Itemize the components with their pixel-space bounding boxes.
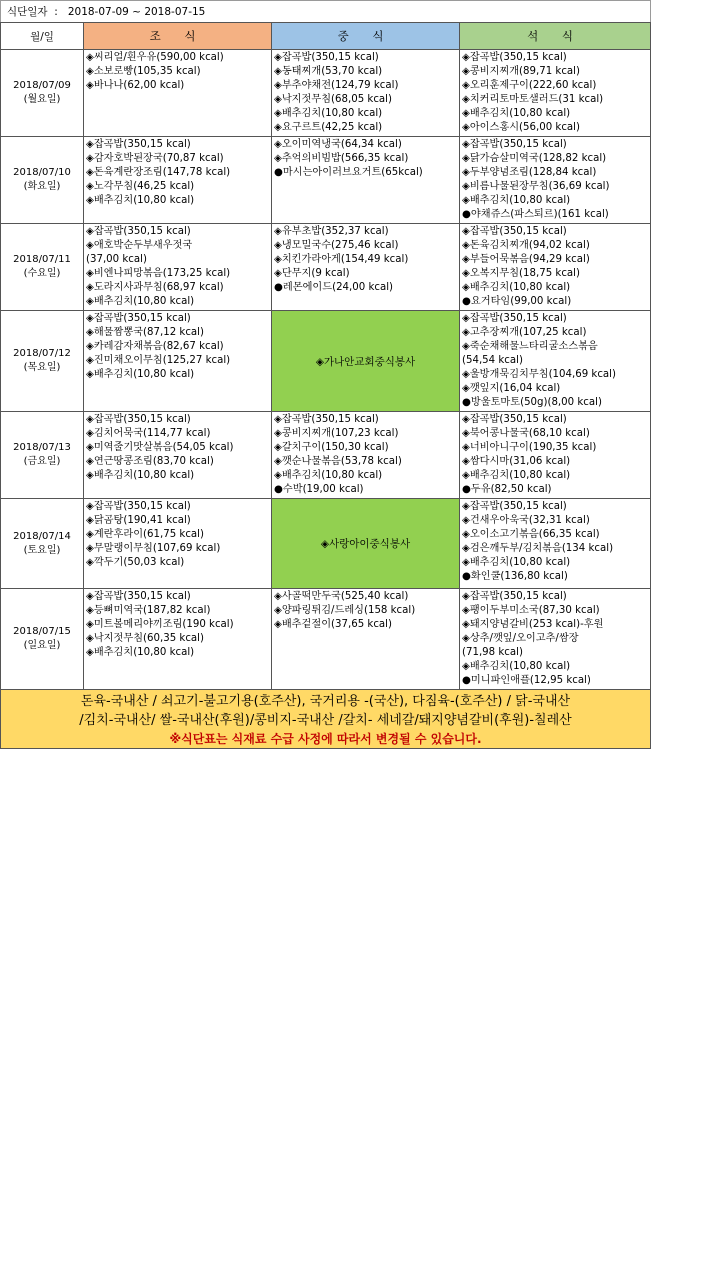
- menu-item: ◈배추김치(10,80 kcal): [86, 470, 195, 481]
- dinner-cell: [460, 589, 651, 690]
- menu-item: ◈카레감자채볶음(82,67 kcal): [86, 341, 224, 352]
- menu-item: ◈연근땅콩조림(83,70 kcal): [86, 456, 214, 467]
- menu-item: ◈배추김치(10,80 kcal): [86, 195, 195, 206]
- volunteer-note: ◈가나안교회중식봉사: [315, 355, 416, 368]
- menu-item: ◈잡곡밥(350,15 kcal): [462, 414, 567, 425]
- menu-item: ◈진미채오이무침(125,27 kcal): [86, 355, 231, 366]
- menu-item: ◈낙지젓무침(60,35 kcal): [86, 633, 204, 644]
- menu-item: ◈배추김치(10,80 kcal): [462, 661, 571, 672]
- menu-item: ◈등뼈미역국(187,82 kcal): [86, 605, 211, 616]
- change-notice: ※식단표는 식재료 수급 사정에 따라서 변경될 수 있습니다.: [169, 732, 482, 746]
- menu-item: ◈오이미역냉국(64,34 kcal): [274, 139, 402, 150]
- menu-item: ◈추억의비빔밥(566,35 kcal): [274, 153, 409, 164]
- breakfast-cell: [84, 50, 272, 137]
- menu-item: ◈잡곡밥(350,15 kcal): [86, 591, 191, 602]
- menu-item: ◈사골떡만두국(525,40 kcal): [274, 591, 409, 602]
- menu-item: ◈미역줄기맛살볶음(54,05 kcal): [86, 442, 234, 453]
- menu-item: ◈잡곡밥(350,15 kcal): [274, 52, 379, 63]
- menu-item: ◈부추야채전(124,79 kcal): [274, 80, 399, 91]
- day-row: [1, 412, 651, 499]
- menu-item: ◈울방개묵김치무침(104,69 kcal): [462, 369, 616, 380]
- menu-item: ◈도라지사과무침(68,97 kcal): [86, 282, 224, 293]
- menu-item: ◈배추김치(10,80 kcal): [274, 108, 383, 119]
- dinner-cell: [460, 311, 651, 412]
- date-cell: [1, 137, 84, 224]
- menu-item: ◈잡곡밥(350,15 kcal): [462, 313, 567, 324]
- menu-item: ●야채쥬스(파스퇴르)(161 kcal): [462, 209, 609, 220]
- menu-item: ◈오이소고기볶음(66,35 kcal): [462, 529, 600, 540]
- menu-item: ◈깻순나물볶음(53,78 kcal): [274, 456, 402, 467]
- menu-item: ◈고추장찌개(107,25 kcal): [462, 327, 587, 338]
- origin-line-1: 돈육-국내산 / 쇠고기-불고기용(호주산), 국거리용 -(국산), 다짐육-(호주산) / 닭-국내산: [80, 694, 571, 709]
- menu-item: ◈너비아니구이(190,35 kcal): [462, 442, 597, 453]
- menu-item: ◈부들어묵볶음(94,29 kcal): [462, 254, 590, 265]
- menu-item: ◈깍두기(50,03 kcal): [86, 557, 185, 568]
- volunteer-note: ◈사랑아이중식봉사: [320, 538, 411, 550]
- dinner-column-header: 석 식: [460, 23, 651, 50]
- menu-item: ◈비름나물된장무침(36,69 kcal): [462, 181, 610, 192]
- menu-item: ◈양파링튀김/드레싱(158 kcal): [274, 605, 416, 616]
- dinner-cell: [460, 412, 651, 499]
- menu-item: ◈계란후라이(61,75 kcal): [86, 529, 204, 540]
- weekday-value: (월요일): [23, 94, 61, 105]
- menu-item: ◈김치어묵국(114,77 kcal): [86, 428, 211, 439]
- day-row: [1, 311, 651, 412]
- menu-item: ◈오복지무침(18,75 kcal): [462, 268, 580, 279]
- menu-item: ◈검은깨두부/김치볶음(134 kcal): [462, 543, 614, 554]
- breakfast-cell: [84, 499, 272, 589]
- lunch-cell: [272, 589, 460, 690]
- lunch-cell: [272, 224, 460, 311]
- menu-item: ●두유(82,50 kcal): [462, 484, 552, 495]
- menu-item: ◈죽순채해물느타리굴소스볶음: [462, 341, 598, 352]
- menu-item: ◈잡곡밥(350,15 kcal): [86, 501, 191, 512]
- menu-item: ◈배추김치(10,80 kcal): [462, 282, 571, 293]
- menu-item: (54,54 kcal): [462, 355, 523, 366]
- period-value: 2018-07-09 ~ 2018-07-15: [67, 6, 206, 18]
- origin-footer: [0, 690, 651, 749]
- menu-item: ◈닭곰탕(190,41 kcal): [86, 515, 191, 526]
- weekday-value: (수요일): [23, 268, 61, 279]
- weekday-value: (토요일): [23, 544, 61, 556]
- date-value: 2018/07/11: [13, 254, 71, 265]
- menu-item: ◈잡곡밥(350,15 kcal): [86, 139, 191, 150]
- menu-item: ◈감자호박된장국(70,87 kcal): [86, 153, 224, 164]
- date-cell: [1, 311, 84, 412]
- menu-item: ◈소보로빵(105,35 kcal): [86, 66, 201, 77]
- menu-item: ●수박(19,00 kcal): [274, 484, 364, 495]
- menu-item: ◈배추김치(10,80 kcal): [462, 470, 571, 481]
- menu-item: ◈콩비지찌개(107,23 kcal): [274, 428, 399, 439]
- date-value: 2018/07/14: [13, 530, 71, 542]
- menu-item: ◈무말랭이무침(107,69 kcal): [86, 543, 221, 554]
- menu-item: ◈배추김치(10,80 kcal): [462, 557, 571, 568]
- date-cell: [1, 50, 84, 137]
- menu-item: ◈요구르트(42,25 kcal): [274, 122, 383, 133]
- date-value: 2018/07/10: [13, 167, 71, 178]
- menu-item: ◈치커리토마토샐러드(31 kcal): [462, 94, 604, 105]
- menu-item: ◈콩비지찌개(89,71 kcal): [462, 66, 580, 77]
- breakfast-cell: [84, 137, 272, 224]
- menu-item: ◈잡곡밥(350,15 kcal): [462, 591, 567, 602]
- menu-item: ◈돈육계란장조림(147,78 kcal): [86, 167, 231, 178]
- menu-item: ◈잡곡밥(350,15 kcal): [86, 226, 191, 237]
- menu-item: ◈배추김치(10,80 kcal): [462, 195, 571, 206]
- menu-item: ◈돼지양념갈비(253 kcal)-후원: [462, 619, 604, 630]
- menu-item: ◈잡곡밥(350,15 kcal): [462, 52, 567, 63]
- menu-item: ●마시는아이러브요거트(65kcal): [274, 167, 423, 178]
- menu-item: ◈애호박순두부새우젓국: [86, 240, 193, 251]
- menu-item: ◈쌈다시마(31,06 kcal): [462, 456, 571, 467]
- menu-item: ◈상추/깻잎/오이고추/쌈장: [462, 633, 579, 644]
- menu-item: ●미니파인애플(12,95 kcal): [462, 675, 591, 686]
- weekday-value: (화요일): [23, 181, 61, 192]
- date-value: 2018/07/12: [13, 348, 71, 359]
- day-row: [1, 224, 651, 311]
- menu-item: ◈씨리얼/흰우유(590,00 kcal): [86, 52, 224, 63]
- menu-item: ●레몬에이드(24,00 kcal): [274, 282, 394, 293]
- origin-line-2: /김치-국내산/ 쌀-국내산(후원)/콩비지-국내산 /갈치- 세네갈/돼지양념갈비(후원)-칠레산: [79, 713, 572, 728]
- weekday-value: (목요일): [23, 362, 61, 373]
- breakfast-cell: [84, 224, 272, 311]
- menu-item: (71,98 kcal): [462, 647, 523, 658]
- menu-item: ◈오리훈제구이(222,60 kcal): [462, 80, 597, 91]
- date-cell: [1, 224, 84, 311]
- lunch-cell: [272, 137, 460, 224]
- date-cell: [1, 412, 84, 499]
- period-label: 식단일자: [7, 6, 48, 18]
- meal-table-body: [1, 50, 651, 690]
- menu-item: ●요거타임(99,00 kcal): [462, 296, 572, 307]
- date-cell: [1, 499, 84, 589]
- menu-item: ◈배추김치(10,80 kcal): [86, 296, 195, 307]
- menu-item: ◈배추김치(10,80 kcal): [462, 108, 571, 119]
- menu-item: ◈북어콩나물국(68,10 kcal): [462, 428, 590, 439]
- lunch-cell: [272, 50, 460, 137]
- menu-item: ◈잡곡밥(350,15 kcal): [86, 414, 191, 425]
- menu-item: (37,00 kcal): [86, 254, 147, 265]
- menu-item: ◈노각무침(46,25 kcal): [86, 181, 195, 192]
- date-value: 2018/07/09: [13, 80, 71, 91]
- menu-item: ◈갈치구이(150,30 kcal): [274, 442, 389, 453]
- menu-item: ◈잡곡밥(350,15 kcal): [462, 226, 567, 237]
- day-row: [1, 499, 651, 589]
- weekday-value: (일요일): [23, 640, 61, 651]
- menu-item: ◈미트볼메리야끼조림(190 kcal): [86, 619, 234, 630]
- menu-item: ◈아이스홍시(56,00 kcal): [462, 122, 580, 133]
- menu-item: ◈잡곡밥(350,15 kcal): [462, 501, 567, 512]
- breakfast-cell: [84, 311, 272, 412]
- menu-item: ◈해물짬뽕국(87,12 kcal): [86, 327, 204, 338]
- column-header-row: [1, 23, 651, 50]
- menu-item: ◈배추김치(10,80 kcal): [86, 369, 195, 380]
- dinner-cell: [460, 50, 651, 137]
- menu-item: ◈낙지젓무침(68,05 kcal): [274, 94, 392, 105]
- menu-item: ◈비엔나피망볶음(173,25 kcal): [86, 268, 231, 279]
- dinner-cell: [460, 224, 651, 311]
- menu-item: ◈유부초밥(352,37 kcal): [274, 226, 389, 237]
- lunch-cell: [272, 412, 460, 499]
- menu-item: ◈닭가슴살미역국(128,82 kcal): [462, 153, 607, 164]
- lunch-volunteer-cell: [272, 499, 460, 589]
- breakfast-cell: [84, 412, 272, 499]
- date-value: 2018/07/13: [13, 442, 71, 453]
- menu-item: ◈배추김치(10,80 kcal): [274, 470, 383, 481]
- menu-item: ◈배추겉절이(37,65 kcal): [274, 619, 392, 630]
- menu-item: ●화인쿨(136,80 kcal): [462, 571, 568, 582]
- day-row: [1, 137, 651, 224]
- menu-item: ●방울토마토(50g)(8,00 kcal): [462, 397, 602, 408]
- breakfast-column-header: 조 식: [84, 23, 272, 50]
- menu-item: ◈단무지(9 kcal): [274, 268, 350, 279]
- lunch-column-header: 중 식: [272, 23, 460, 50]
- menu-item: ◈건새우아욱국(32,31 kcal): [462, 515, 590, 526]
- menu-item: ◈잡곡밥(350,15 kcal): [86, 313, 191, 324]
- menu-item: ◈팽이두부미소국(87,30 kcal): [462, 605, 600, 616]
- menu-item: ◈돈육김치찌개(94,02 kcal): [462, 240, 590, 251]
- meal-table: [0, 22, 651, 690]
- weekday-value: (금요일): [23, 456, 61, 467]
- dinner-cell: [460, 137, 651, 224]
- breakfast-cell: [84, 589, 272, 690]
- menu-item: ◈깻잎지(16,04 kcal): [462, 383, 561, 394]
- menu-item: ◈두부양념조림(128,84 kcal): [462, 167, 597, 178]
- menu-item: ◈치킨가라아게(154,49 kcal): [274, 254, 409, 265]
- day-row: [1, 589, 651, 690]
- day-row: [1, 50, 651, 137]
- menu-item: ◈바나나(62,00 kcal): [86, 80, 185, 91]
- date-cell: [1, 589, 84, 690]
- menu-item: ◈잡곡밥(350,15 kcal): [274, 414, 379, 425]
- menu-item: ◈동태찌개(53,70 kcal): [274, 66, 383, 77]
- menu-item: ◈잡곡밥(350,15 kcal): [462, 139, 567, 150]
- menu-item: ◈냉모밀국수(275,46 kcal): [274, 240, 399, 251]
- date-column-header: 월/일: [1, 23, 84, 50]
- period-row: [0, 0, 651, 22]
- period-separator: :: [50, 6, 65, 18]
- dinner-cell: [460, 499, 651, 589]
- menu-item: ◈배추김치(10,80 kcal): [86, 647, 195, 658]
- date-value: 2018/07/15: [13, 626, 71, 637]
- lunch-volunteer-cell: [272, 311, 460, 412]
